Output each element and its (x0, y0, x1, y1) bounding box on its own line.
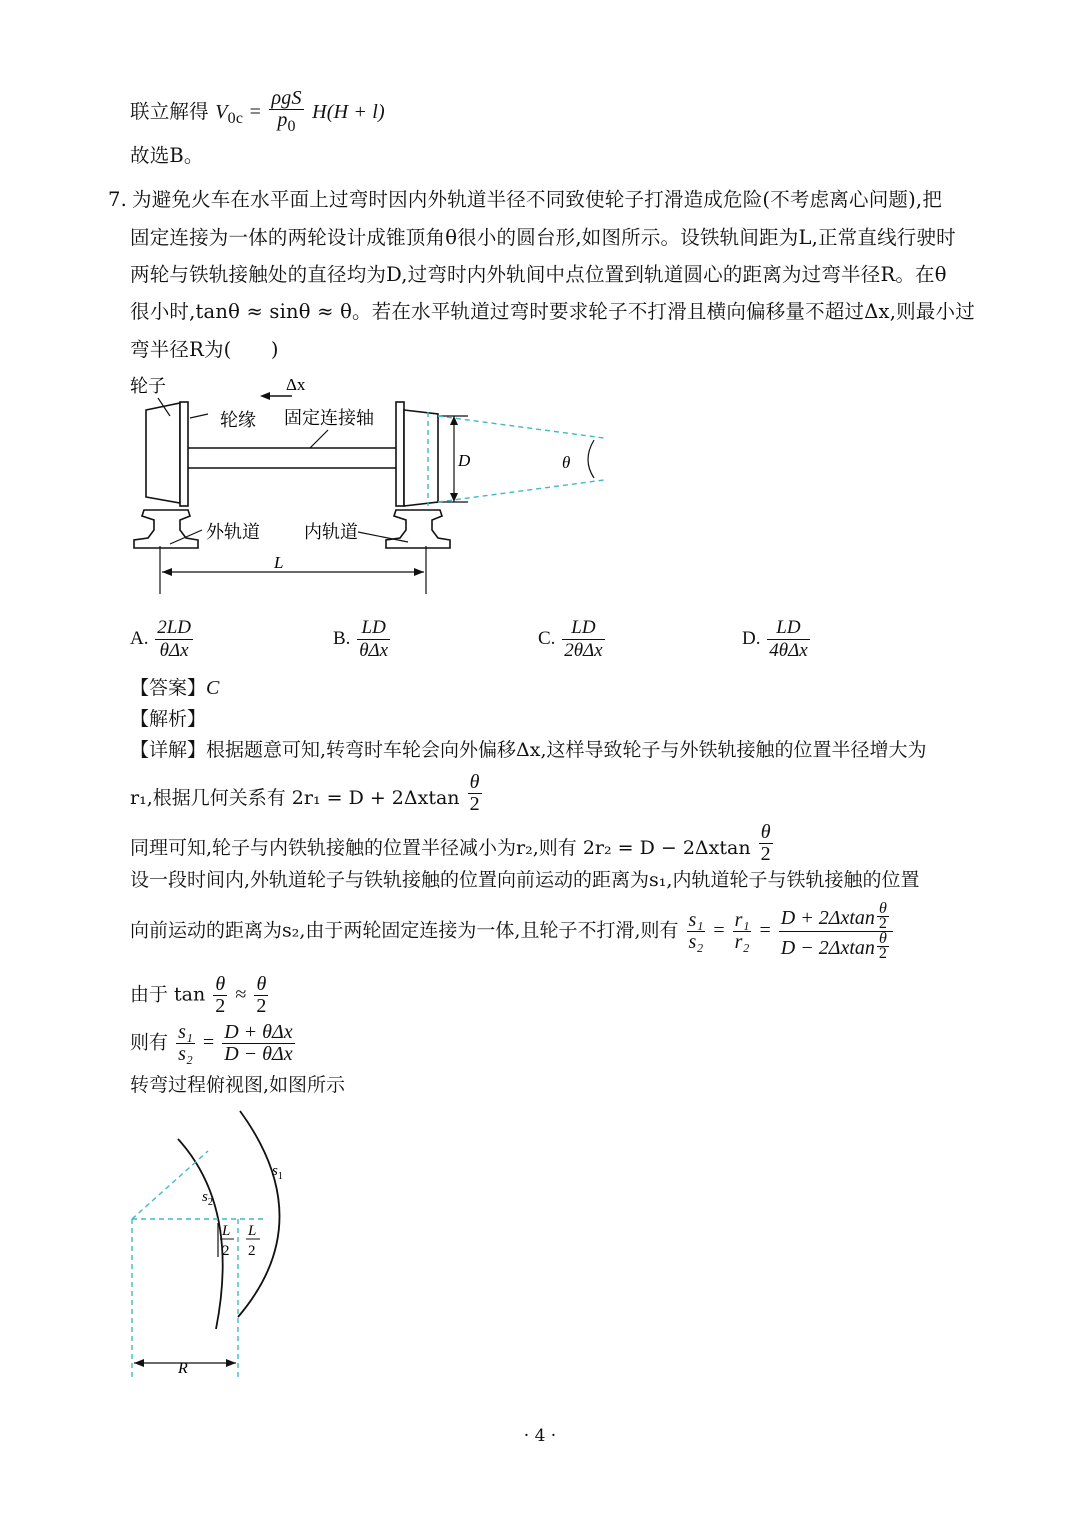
option-c[interactable]: C. $\frac{LD}{\text{2θΔx}}$ (538, 617, 603, 661)
detail-line-3: 同理可知,轮子与内铁轨接触的位置半径减小为r₂,则有 2r₂ = D − 2Δxtan $\frac{\theta}{2}$ (130, 821, 771, 865)
label-theta: θ (562, 453, 571, 472)
detail-line-1: 【详解】根据题意可知,转弯时车轮会向外偏移Δx,这样导致轮子与外铁轨接触的位置半径增大为 (130, 739, 927, 761)
question-line-5: 弯半径R为( ) (130, 338, 279, 361)
analysis-label: 【解析】 (130, 708, 207, 730)
label-inner-rail: 内轨道 (304, 522, 358, 543)
prev-solution-fraction: $\frac{\text{ρgS}}{p_0}$ (271, 87, 302, 135)
label-s1: $s_1$ (272, 1163, 283, 1182)
question-number: 7. (108, 188, 128, 211)
detail-line-4: 设一段时间内,外轨道轮子与铁轨接触的位置向前运动的距离为s₁,内轨道轮子与铁轨接触的位置 (130, 869, 920, 891)
label-R: R (178, 1360, 188, 1377)
label-two-right: 2 (248, 1243, 256, 1259)
prev-solution-rhs: H(H + l) (312, 101, 385, 123)
label-L-half-left: L (222, 1223, 231, 1239)
option-d[interactable]: D. $\frac{LD}{\text{4θΔx}}$ (742, 617, 808, 661)
label-outer-rail: 外轨道 (206, 522, 260, 543)
label-axle: 固定连接轴 (284, 408, 374, 429)
label-D: D (458, 451, 471, 470)
detail-line-2: r₁,根据几何关系有 2r₁ = D + 2Δxtan $\frac{\theta}{2}$ (130, 771, 480, 815)
prev-solution-prefix: 联立解得 (130, 100, 209, 123)
option-b[interactable]: B. $\frac{LD}{\text{θΔx}}$ (333, 617, 389, 661)
label-L-half-right: L (248, 1223, 257, 1239)
question-line-1: 为避免火车在水平面上过弯时因内外轨道半径不同致使轮子打滑造成危险(不考虑离心问题),把 (132, 188, 943, 211)
label-flange: 轮缘 (220, 410, 256, 431)
question-line-4: 很小时,tanθ ≈ sinθ ≈ θ。若在水平轨道过弯时要求轮子不打滑且横向偏移量不超过Δx,则最小过 (130, 300, 975, 323)
prev-solution-choice: 故选B。 (130, 144, 204, 167)
detail-line-5: 向前运动的距离为s₂,由于两轮固定连接为一体,且轮子不打滑,则有 $\frac{\text{s₁}}{\text{s₂}}$ = $\frac{\text{r₁}}{\text{r₂}}$ = D + 2Δxtan $\frac{\theta}{2}$ D − 2Δxtan $\frac{\theta}{2}$ (130, 902, 895, 961)
label-s2: $s_2$ (202, 1189, 213, 1208)
page-number: · 4 · (523, 1426, 557, 1446)
v0c-symbol: $V_{0c}$ (215, 101, 244, 127)
answer-label: 【答案】 (130, 677, 207, 699)
label-L: L (274, 553, 284, 572)
label-dx: Δx (286, 375, 306, 394)
big-ratio-fraction: D + 2Δxtan $\frac{\theta}{2}$ D − 2Δxtan $\frac{\theta}{2}$ (779, 902, 893, 961)
answer-line (130, 676, 219, 700)
option-a[interactable]: A. $\frac{2LD}{\text{θΔx}}$ (130, 617, 192, 661)
prev-solution-line: 联立解得 $V_{0c}$ = $\frac{\text{ρgS}}{p_0}$ H(H + l) (130, 87, 385, 135)
question-line-2: 固定连接为一体的两轮设计成锥顶角θ很小的圆台形,如图所示。设铁轨间距为L,正常直线行驶时 (130, 226, 956, 249)
label-wheel: 轮子 (130, 376, 166, 397)
detail-line-6: 由于 tan $\frac{\theta}{2}$ ≈ $\frac{\theta}{2}$ (130, 973, 267, 1017)
answer-value: C (206, 677, 220, 699)
label-two-left: 2 (222, 1243, 230, 1259)
question-line-3: 两轮与铁轨接触处的直径均为D,过弯时内外轨间中点位置到轨道圆心的距离为过弯半径R。在θ (130, 263, 947, 286)
wheelset-figure (120, 370, 620, 605)
top-view-figure (120, 1105, 320, 1385)
detail-line-7: 则有 $\frac{\text{s₁}}{\text{s₂}}$ = $\frac{\text{D + θΔx}}{\text{D − θΔx}}$ (130, 1021, 293, 1065)
detail-line-8: 转弯过程俯视图,如图所示 (130, 1074, 346, 1096)
